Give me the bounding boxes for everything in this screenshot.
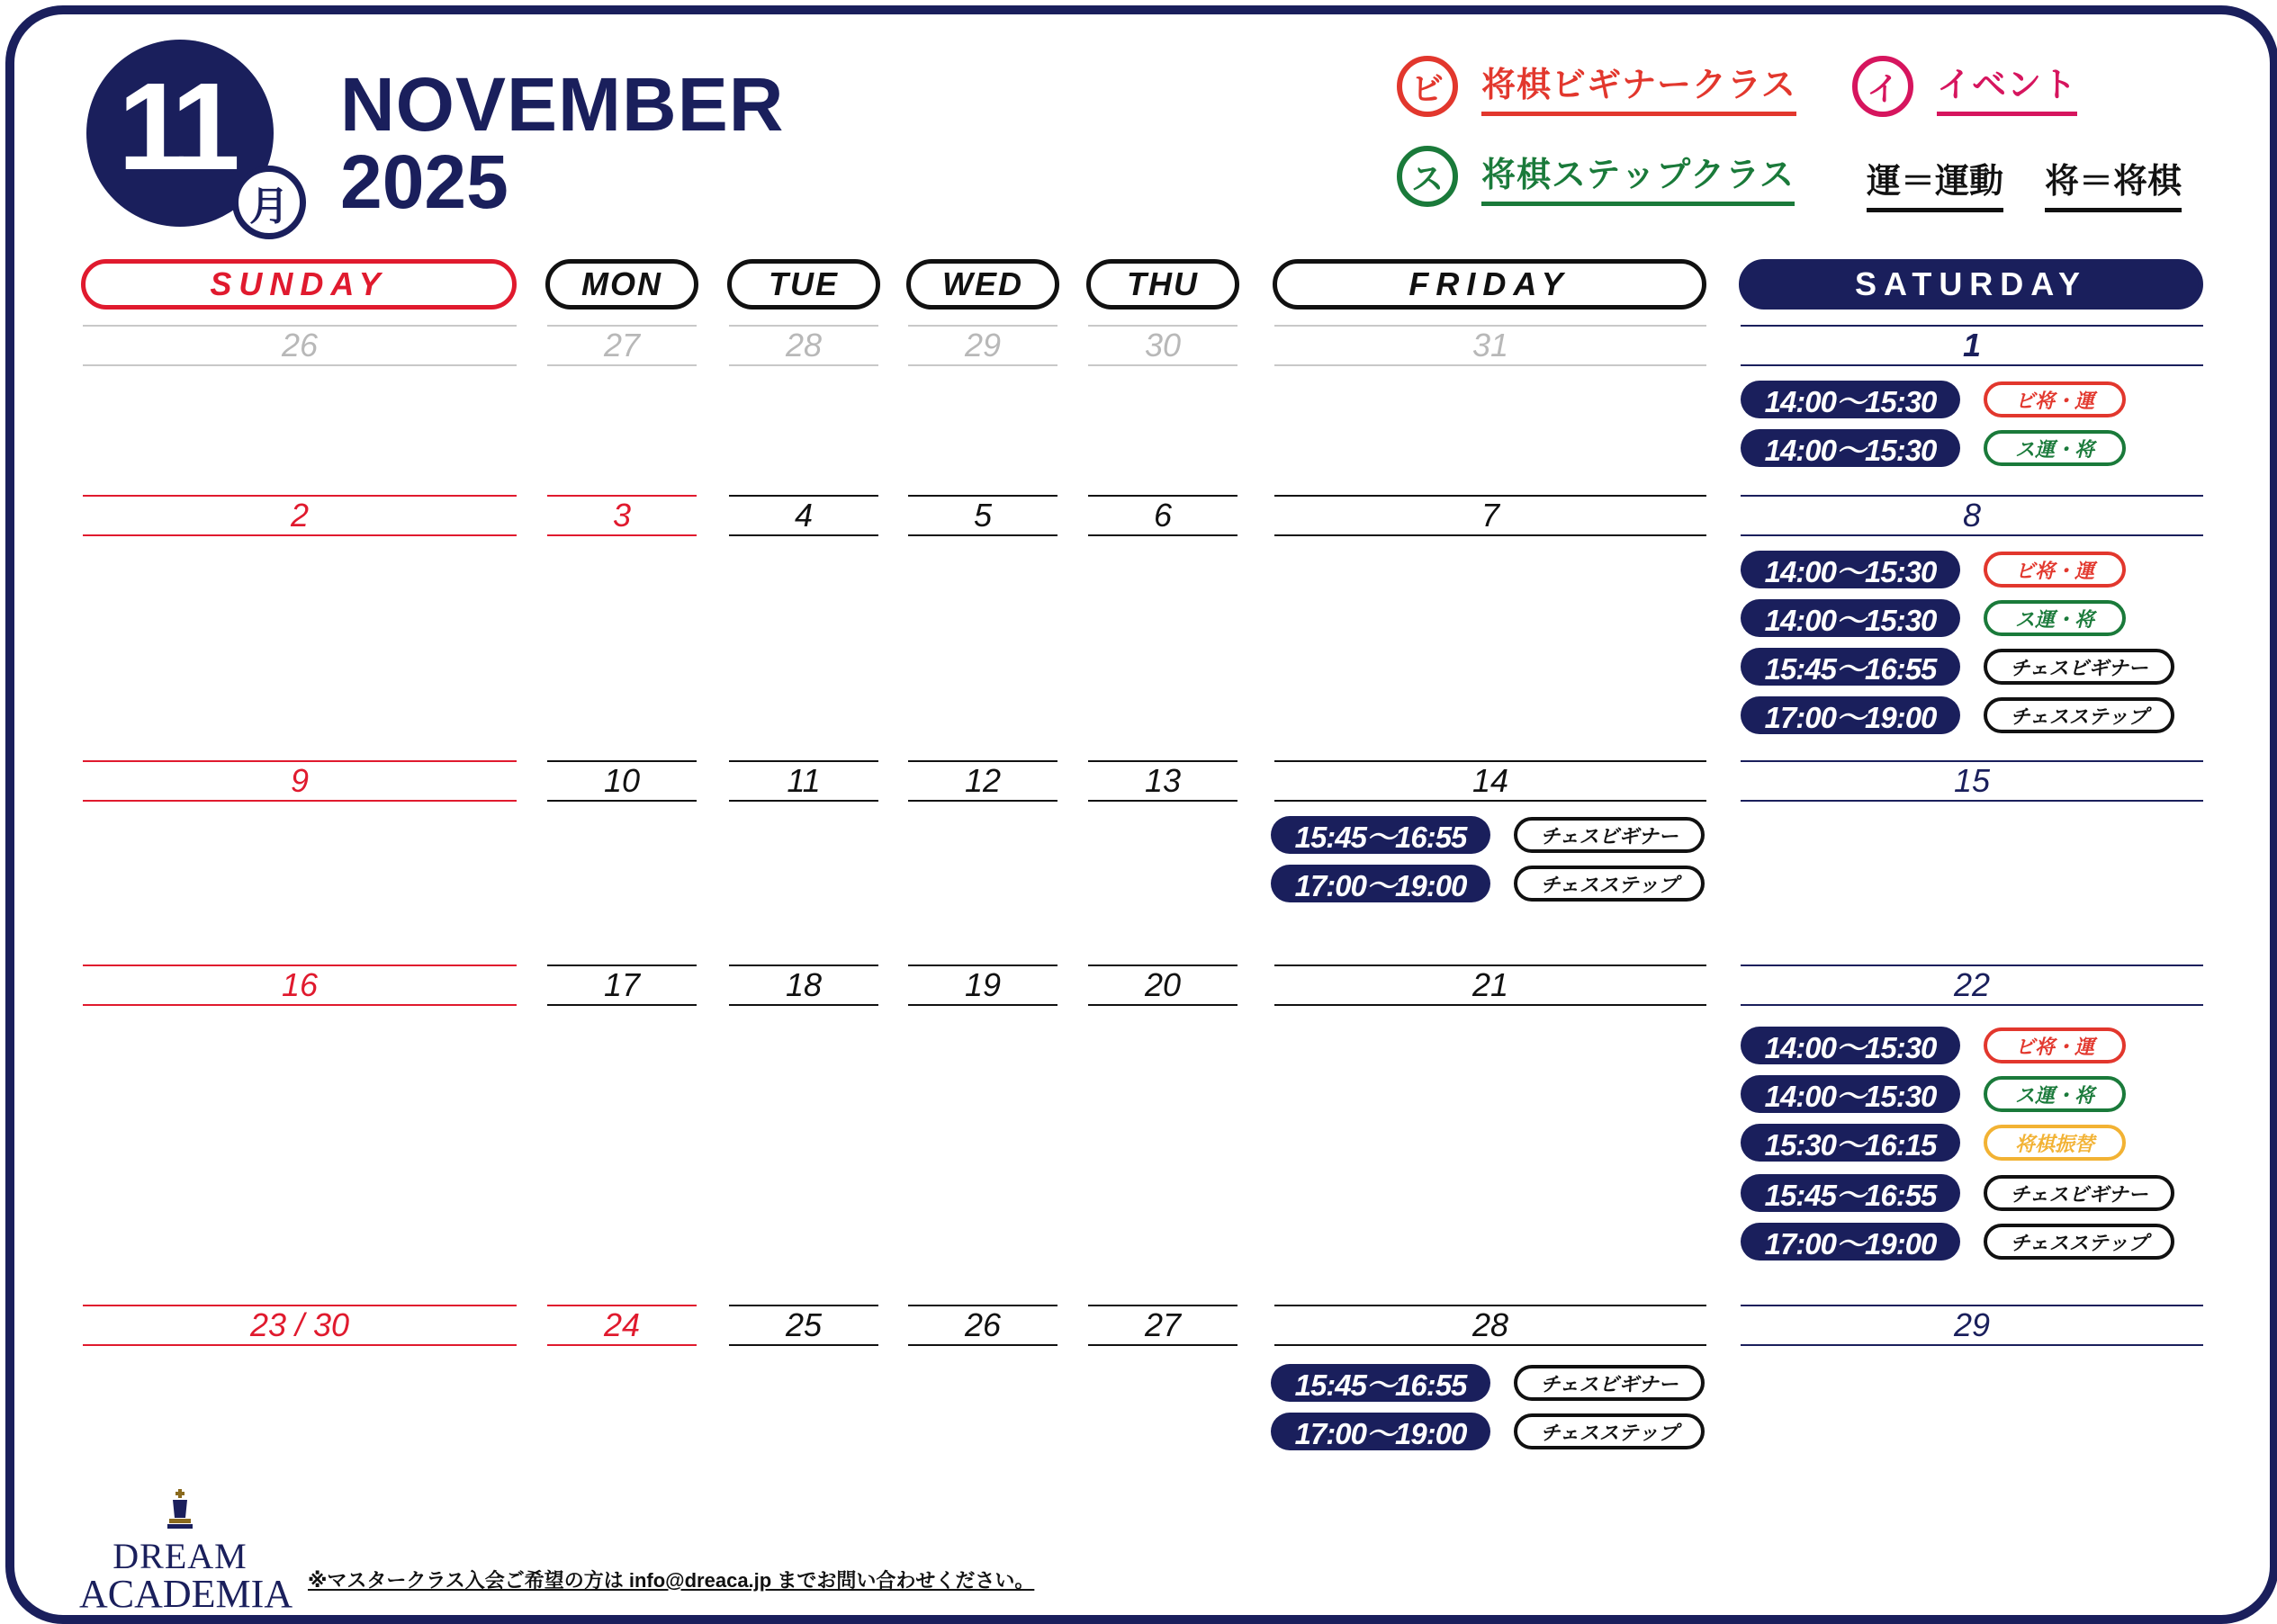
date-cell: 4: [729, 495, 878, 536]
year: 2025: [340, 139, 508, 224]
date-cell: 13: [1088, 760, 1238, 802]
page-frame: [5, 5, 2277, 1624]
event-time: 14:00～15:30: [1741, 1027, 1960, 1064]
event-time: 15:45～16:55: [1271, 816, 1490, 854]
event-tag: チェスステップ: [1514, 866, 1705, 902]
date-cell: 9: [83, 760, 517, 802]
date-cell: 22: [1741, 965, 2203, 1006]
weekday-friday: FRIDAY: [1273, 259, 1706, 310]
date-cell: 16: [83, 965, 517, 1006]
abbr-undo: 運＝運動: [1867, 153, 2003, 212]
step-label: 将棋ステップクラス: [1481, 147, 1795, 206]
beginner-badge: ビ: [1397, 56, 1458, 117]
weekday-wednesday: WED: [906, 259, 1059, 310]
date-cell: 6: [1088, 495, 1238, 536]
step-badge: ス: [1397, 146, 1458, 207]
date-cell: 23 / 30: [83, 1305, 517, 1346]
month-kanji-badge: 月: [232, 166, 306, 239]
event-time: 17:00～19:00: [1741, 696, 1960, 734]
logo-line1: DREAM: [112, 1536, 248, 1576]
event-badge: イ: [1852, 56, 1913, 117]
weekday-tuesday: TUE: [727, 259, 880, 310]
month-name: NOVEMBER: [340, 62, 785, 147]
event-tag: チェスビギナー: [1514, 1365, 1705, 1401]
date-cell: 8: [1741, 495, 2203, 536]
date-cell: 1: [1741, 325, 2203, 366]
event-label: イベント: [1937, 57, 2077, 116]
date-cell: 12: [908, 760, 1058, 802]
event-tag: ビ将・運: [1984, 552, 2126, 588]
date-cell: 30: [1088, 325, 1238, 366]
event-time: 15:45～16:55: [1741, 648, 1960, 686]
event-tag: ス運・将: [1984, 600, 2126, 636]
event-time: 15:30～16:15: [1741, 1124, 1960, 1162]
date-cell: 3: [547, 495, 697, 536]
date-cell: 27: [547, 325, 697, 366]
date-cell: 24: [547, 1305, 697, 1346]
date-cell: 31: [1274, 325, 1706, 366]
weekday-saturday: SATURDAY: [1739, 259, 2203, 310]
date-cell: 2: [83, 495, 517, 536]
legend-beginner: [1397, 56, 1796, 117]
event-tag: ビ将・運: [1984, 1027, 2126, 1063]
event-time: 14:00～15:30: [1741, 551, 1960, 588]
date-cell: 11: [729, 760, 878, 802]
weekday-monday: MON: [545, 259, 698, 310]
event-time: 17:00～19:00: [1741, 1223, 1960, 1261]
date-cell: 20: [1088, 965, 1238, 1006]
event-tag: チェスステップ: [1984, 1224, 2174, 1260]
event-tag: チェスステップ: [1984, 697, 2174, 733]
date-cell: 28: [729, 325, 878, 366]
date-cell: 28: [1274, 1305, 1706, 1346]
legend-step: [1397, 146, 1795, 207]
date-cell: 25: [729, 1305, 878, 1346]
date-cell: 27: [1088, 1305, 1238, 1346]
beginner-label: 将棋ビギナークラス: [1481, 57, 1796, 116]
date-cell: 7: [1274, 495, 1706, 536]
event-time: 15:45～16:55: [1741, 1174, 1960, 1212]
event-time: 17:00～19:00: [1271, 865, 1490, 902]
date-cell: 26: [83, 325, 517, 366]
date-cell: 15: [1741, 760, 2203, 802]
chess-king-icon: [165, 1489, 195, 1529]
event-time: 14:00～15:30: [1741, 381, 1960, 418]
date-cell: 26: [908, 1305, 1058, 1346]
event-time: 14:00～15:30: [1741, 599, 1960, 637]
event-time: 14:00～15:30: [1741, 1075, 1960, 1113]
date-cell: 21: [1274, 965, 1706, 1006]
legend-event: [1852, 56, 2077, 117]
event-tag: ス運・将: [1984, 430, 2126, 466]
logo-line2: ACADEMIA: [79, 1572, 293, 1616]
dream-academia-logo: [79, 1489, 293, 1616]
contact-note: ※マスタークラス入会ご希望の方は info@dreaca.jp までお問い合わせください。: [308, 1569, 1035, 1592]
date-cell: 14: [1274, 760, 1706, 802]
event-tag: ビ将・運: [1984, 381, 2126, 417]
event-tag: ス運・将: [1984, 1076, 2126, 1112]
date-cell: 19: [908, 965, 1058, 1006]
weekday-sunday: SUNDAY: [81, 259, 517, 310]
date-cell: 5: [908, 495, 1058, 536]
event-time: 17:00～19:00: [1271, 1413, 1490, 1450]
event-tag: チェスビギナー: [1984, 1175, 2174, 1211]
event-tag: チェスビギナー: [1514, 817, 1705, 853]
weekday-thursday: THU: [1086, 259, 1239, 310]
event-tag: 将棋振替: [1984, 1125, 2126, 1161]
event-tag: チェスステップ: [1514, 1413, 1705, 1449]
date-cell: 10: [547, 760, 697, 802]
date-cell: 18: [729, 965, 878, 1006]
event-time: 15:45～16:55: [1271, 1364, 1490, 1402]
date-cell: 29: [1741, 1305, 2203, 1346]
abbr-shogi: 将＝将棋: [2045, 153, 2182, 212]
date-cell: 17: [547, 965, 697, 1006]
date-cell: 29: [908, 325, 1058, 366]
event-tag: チェスビギナー: [1984, 649, 2174, 685]
month-number-badge: 11: [86, 40, 274, 227]
event-time: 14:00～15:30: [1741, 429, 1960, 467]
